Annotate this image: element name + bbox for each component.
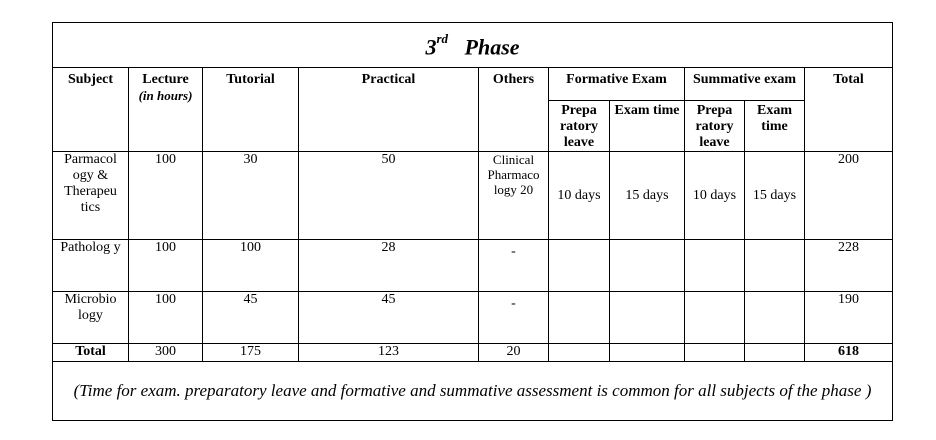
phase-table: [52, 22, 893, 421]
cell-tutorial: 45: [203, 292, 299, 344]
totals-practical: 123: [299, 344, 479, 362]
cell-empty: [745, 292, 805, 344]
cell-empty: [610, 344, 685, 362]
header-total: Total: [805, 68, 893, 152]
table-row: [53, 152, 893, 240]
cell-tutorial: 30: [203, 152, 299, 240]
cell-empty: [745, 240, 805, 292]
cell-empty: [685, 292, 745, 344]
cell-total: 200: [805, 152, 893, 240]
cell-empty: [685, 344, 745, 362]
cell-sum-exam: 15 days: [745, 152, 805, 240]
cell-form-prep: 10 days: [549, 152, 610, 240]
cell-subject: Patholog y: [53, 240, 129, 292]
cell-practical: 50: [299, 152, 479, 240]
totals-others: 20: [479, 344, 549, 362]
footnote: (Time for exam. preparatory leave and formative and summative assessment is common for all subjects of the phase ): [53, 362, 893, 421]
page-title: [53, 23, 893, 68]
subheader-form-exam: Exam time: [610, 101, 685, 152]
header-formative: Formative Exam: [549, 68, 685, 101]
title-word: Phase: [464, 34, 520, 60]
title-suffix: rd: [436, 31, 449, 47]
cell-sum-prep: 10 days: [685, 152, 745, 240]
cell-empty: [549, 240, 610, 292]
table-row: [53, 292, 893, 344]
cell-others: -: [479, 240, 549, 292]
cell-empty: [745, 344, 805, 362]
cell-form-exam: 15 days: [610, 152, 685, 240]
cell-total: 228: [805, 240, 893, 292]
cell-subject: Parmacol ogy & Therapeu tics: [53, 152, 129, 240]
totals-row: [53, 344, 893, 362]
cell-lecture: 100: [129, 292, 203, 344]
cell-lecture: 100: [129, 240, 203, 292]
header-lecture-label: Lecture: [142, 72, 189, 87]
subheader-form-prep: Prepa ratory leave: [549, 101, 610, 152]
header-lecture-sub: (in hours): [138, 88, 193, 103]
header-tutorial: Tutorial: [203, 68, 299, 152]
cell-total: 190: [805, 292, 893, 344]
subheader-sum-prep: Prepa ratory leave: [685, 101, 745, 152]
cell-empty: [610, 292, 685, 344]
cell-empty: [610, 240, 685, 292]
cell-tutorial: 100: [203, 240, 299, 292]
cell-others: Clinical Pharmaco logy 20: [479, 152, 549, 240]
cell-empty: [549, 344, 610, 362]
cell-subject: Microbio logy: [53, 292, 129, 344]
cell-others: -: [479, 292, 549, 344]
header-summative: Summative exam: [685, 68, 805, 101]
subheader-sum-exam: Exam time: [745, 101, 805, 152]
cell-lecture: 100: [129, 152, 203, 240]
cell-empty: [685, 240, 745, 292]
header-subject: Subject: [53, 68, 129, 152]
title-number: 3: [425, 34, 437, 60]
header-practical: Practical: [299, 68, 479, 152]
header-others: Others: [479, 68, 549, 152]
cell-practical: 45: [299, 292, 479, 344]
totals-lecture: 300: [129, 344, 203, 362]
cell-empty: [549, 292, 610, 344]
table-row: [53, 240, 893, 292]
header-lecture: [129, 68, 203, 152]
totals-tutorial: 175: [203, 344, 299, 362]
totals-total: 618: [805, 344, 893, 362]
cell-practical: 28: [299, 240, 479, 292]
totals-label: Total: [53, 344, 129, 362]
